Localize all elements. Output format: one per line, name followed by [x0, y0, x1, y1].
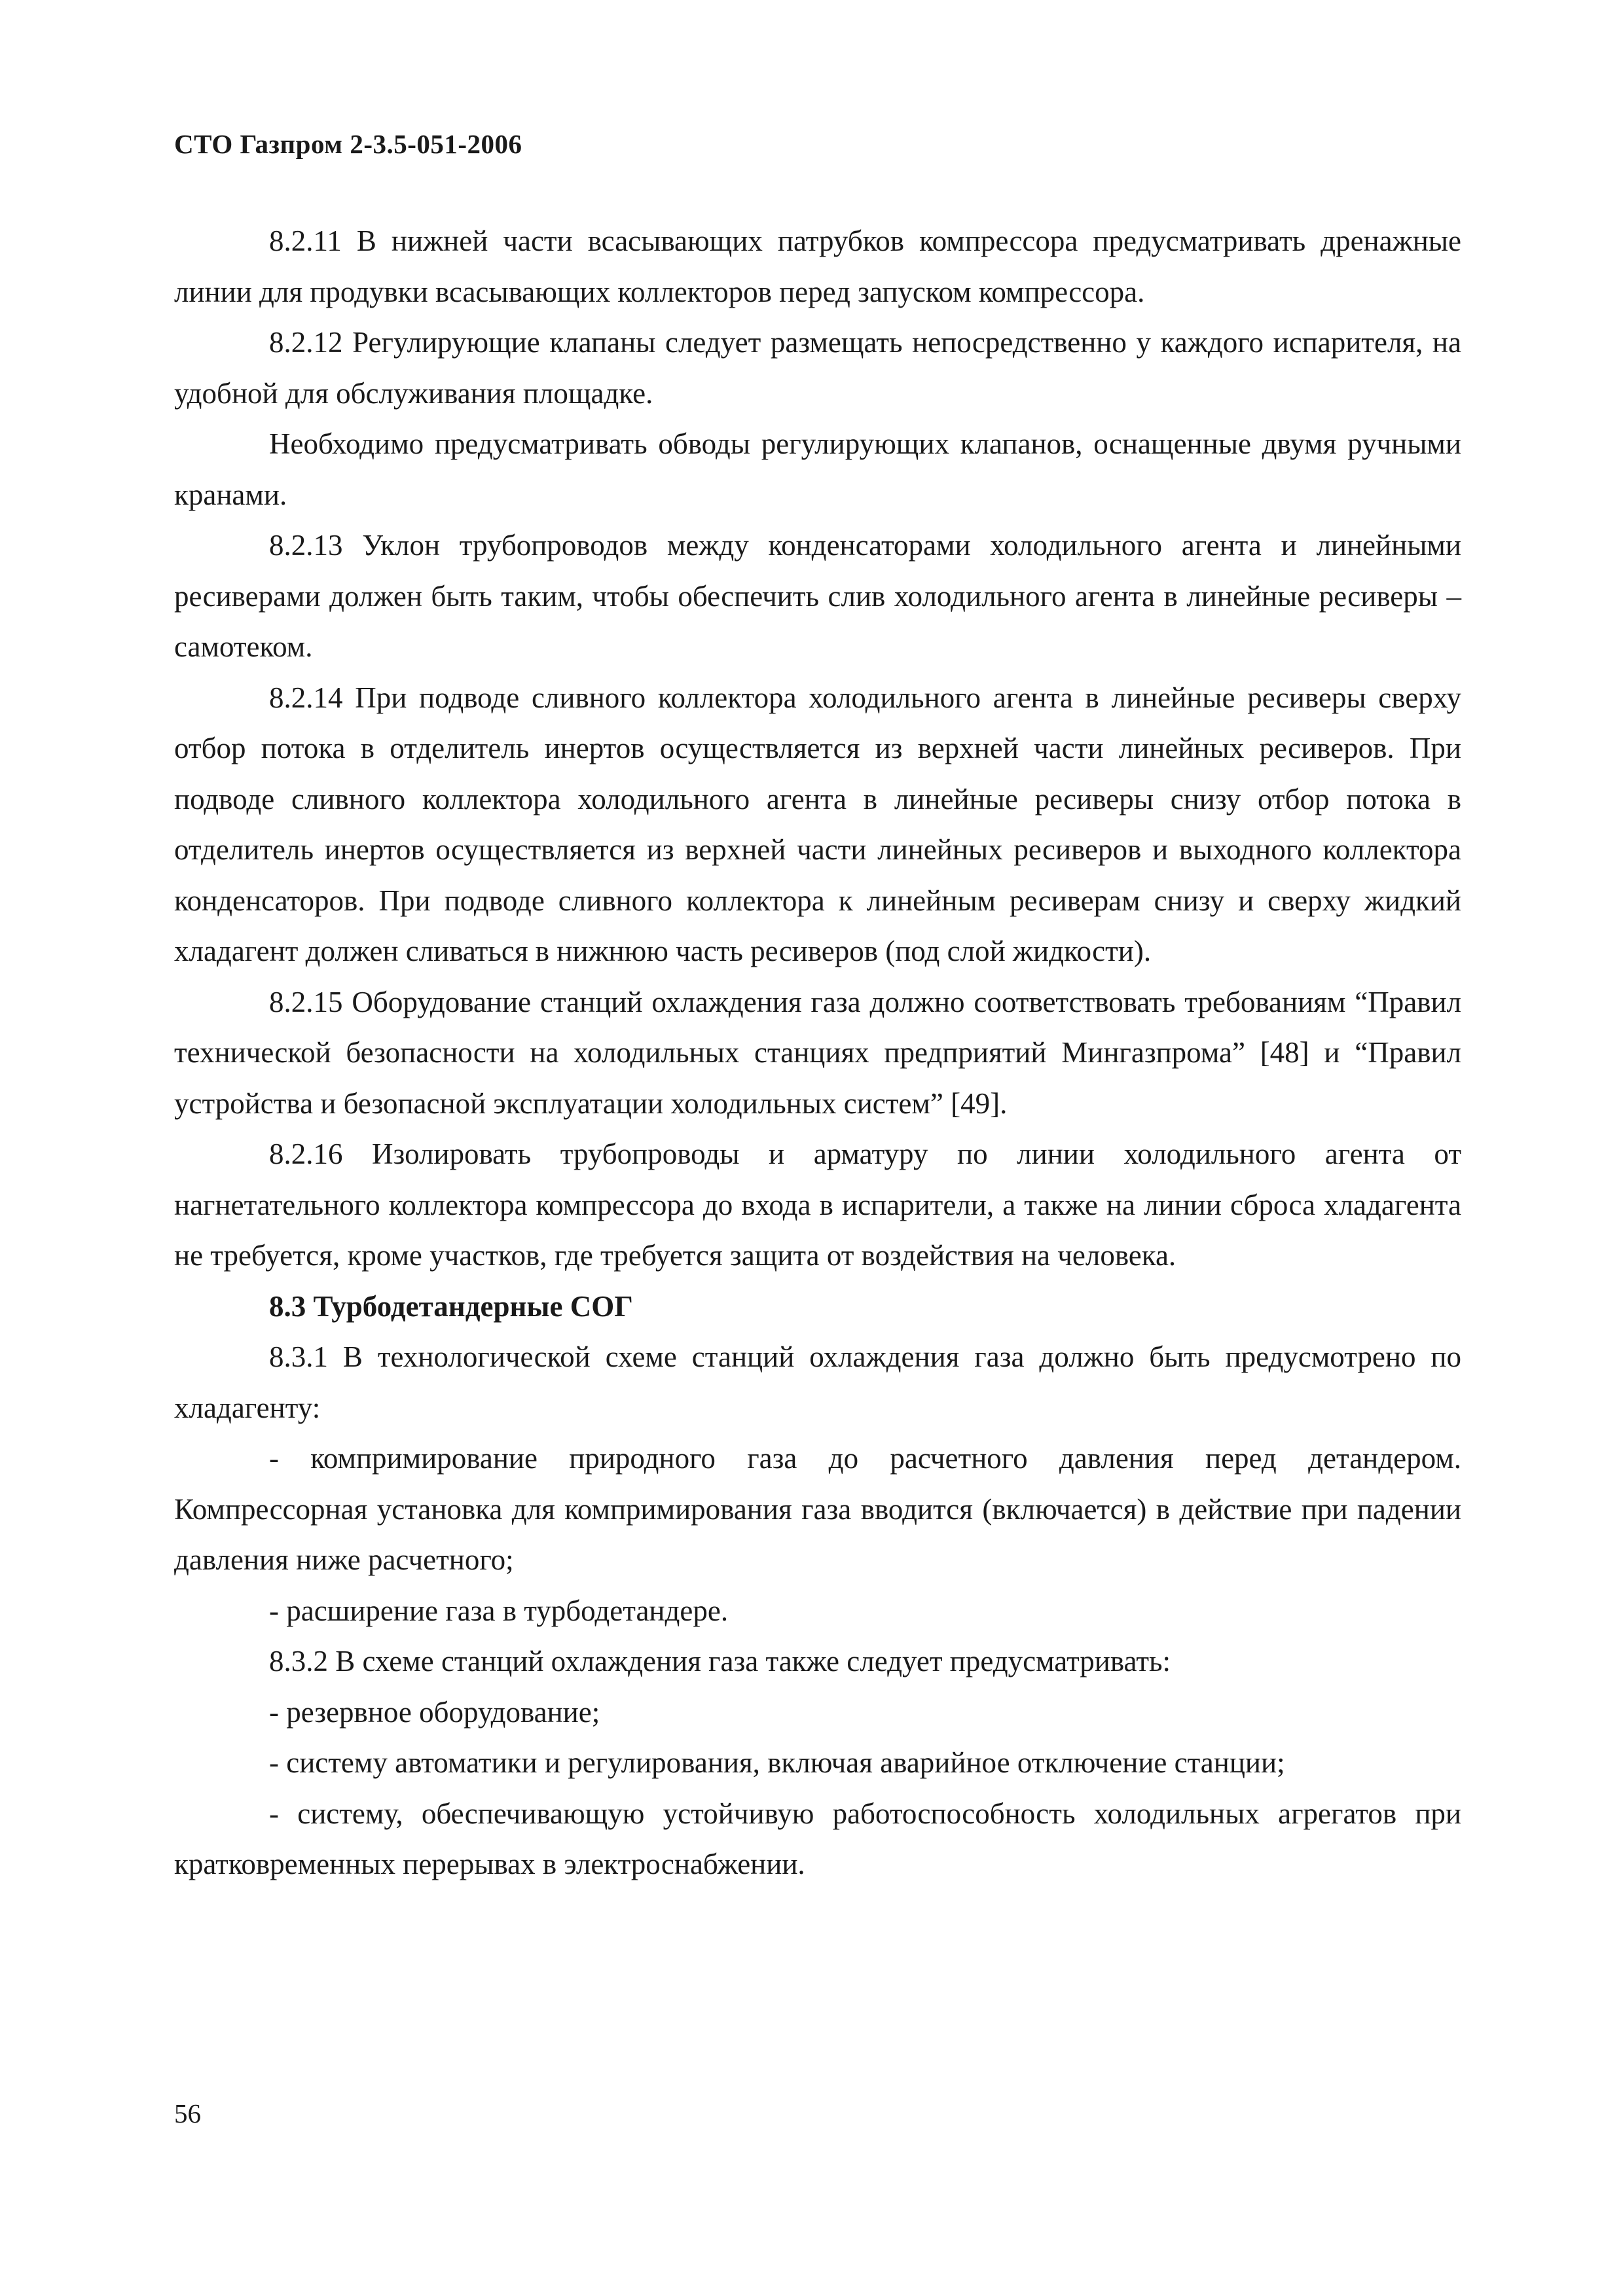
section-heading: 8.3 Турбодетандерные СОГ: [269, 1289, 633, 1323]
page-number: 56: [174, 2098, 201, 2128]
paragraph-8-2-14: 8.2.14 При подводе сливного коллектора холодильного агента в линейные ресиверы сверху отбор потока в отделитель инертов осуществляется из верхней части линейных ресиверов. При подводе сливного коллектора холодильного агента в линейные ресиверы снизу отбор потока в отделитель инертов осуществляется из верхней части линейных ресиверов и выходного коллектора конденсаторов. При подводе сливного коллектора к линейным ресиверам снизу и сверху жидкий хладагент должен сливаться в нижнюю часть ресиверов (под слой жидкости).: [174, 681, 1461, 967]
paragraph-8-2-15: 8.2.15 Оборудование станций охлаждения газа должно соответствовать требованиям “Правил технической безопасности на холодильных станциях предприятий Мингазпрома” [48] и “Правил устройства и безопасной эксплуатации холодильных систем” [49].: [174, 985, 1461, 1120]
paragraph-8-2-16: 8.2.16 Изолировать трубопроводы и арматуру по линии холодильного агента от нагнетательного коллектора компрессора до входа в испарители, а также на линии сброса хладагента не требуется, кроме участков, где требуется защита от воздействия на человека.: [174, 1138, 1461, 1272]
paragraph-8-3-1: 8.3.1 В технологической схеме станций охлаждения газа должно быть предусмотрено по хладагенту:: [174, 1340, 1461, 1424]
paragraph-8-2-12: 8.2.12 Регулирующие клапаны следует размещать непосредственно у каждого испарителя, на удобной для обслуживания площадке.: [174, 326, 1461, 410]
paragraph-8-2-13: 8.2.13 Уклон трубопроводов между конденсаторами холодильного агента и линейными ресиверами должен быть таким, чтобы обеспечить слив холодильного агента в линейные ресиверы – самотеком.: [174, 529, 1461, 663]
list-item-reserve-equipment: - резервное оборудование;: [269, 1695, 600, 1729]
list-item-power-stability: - систему, обеспечивающую устойчивую работоспособность холодильных агрегатов при кратковременных перерывах в электроснабжении.: [174, 1797, 1461, 1880]
paragraph-8-3-2: 8.3.2 В схеме станций охлаждения газа также следует предусматривать:: [269, 1645, 1171, 1677]
list-item-compression: - компримирование природного газа до расчетного давления перед детандером. Компрессорная установка для компримирования газа вводится (включается) в действие при падении давления ниже расчетного;: [174, 1442, 1461, 1576]
document-body: [174, 216, 1461, 1890]
document-header: СТО Газпром 2-3.5-051-2006: [174, 129, 522, 159]
list-item-automation: - систему автоматики и регулирования, включая аварийное отключение станции;: [269, 1746, 1285, 1779]
paragraph-8-2-11: 8.2.11 В нижней части всасывающих патрубков компрессора предусматривать дренажные линии для продувки всасывающих коллекторов перед запуском компрессора.: [174, 224, 1461, 308]
paragraph-bypass-valves: Необходимо предусматривать обводы регулирующих клапанов, оснащенные двумя ручными кранами.: [174, 427, 1461, 511]
list-item-expansion: - расширение газа в турбодетандере.: [269, 1594, 729, 1627]
